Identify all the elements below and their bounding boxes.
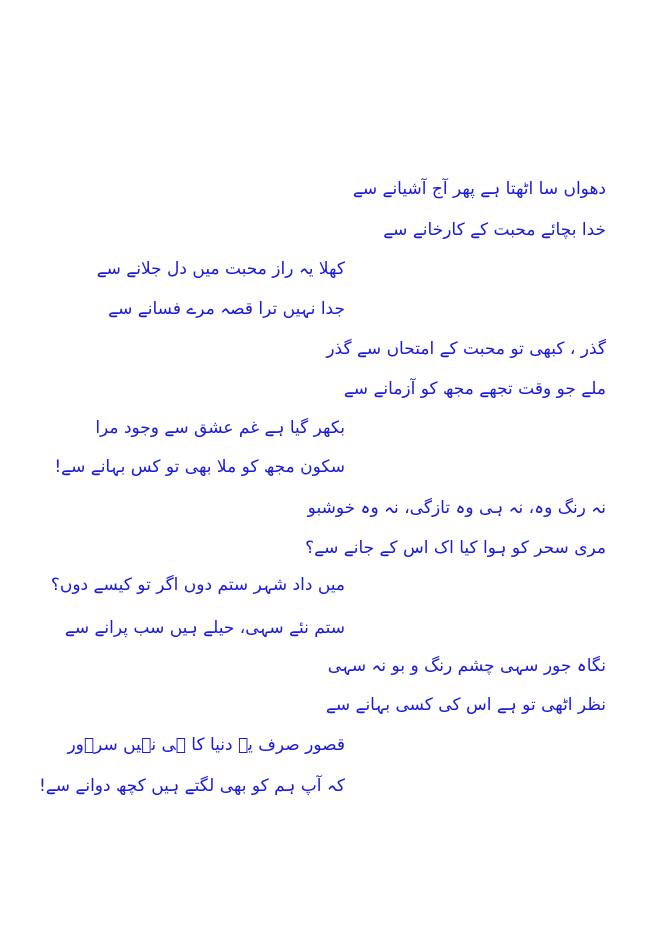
couplet-4-line-1: بکھر گیا ہے غم عشق سے وجود مرا [95,418,345,438]
couplet-4-line-2: سکون مجھ کو ملا بھی تو کس بہانے سے! [54,457,345,477]
couplet-5-line-1: نہ رنگ وہ، نہ ہی وہ تازگی، نہ وہ خوشبو [307,498,606,518]
couplet-1-line-2: خدا بچائے محبت کے کارخانے سے [383,220,606,240]
couplet-2-line-1: کھلا یہ راز محبت میں دل جلانے سے [96,259,345,279]
couplet-7-line-2: نظر اٹھی تو ہے اس کی کسی بہانے سے [325,695,606,715]
couplet-8-line-2: کہ آپ ہم کو بھی لگتے ہیں کچھ دوانے سے! [38,776,345,796]
couplet-3-line-2: ملے جو وقت تجھے مجھ کو آزمانے سے [343,379,606,399]
couplet-7-line-1: نگاہ جور سہی چشم رنگ و بو نہ سہی [327,656,606,676]
couplet-5-line-2: مری سحر کو ہوا کیا اک اس کے جانے سے؟ [305,538,606,558]
couplet-8-line-1: قصور صرف یہ دنیا کا ہی نہیں سرؔور [67,735,345,755]
couplet-6-line-1: میں داد شہر ستم دوں اگر تو کیسے دوں؟ [50,575,345,595]
couplet-1-line-1: دھواں سا اٹھتا ہے پھر آج آشیانے سے [352,179,606,199]
couplet-3-line-1: گذر ، کبھی تو محبت کے امتحاں سے گذر [326,339,606,359]
couplet-2-line-2: جدا نہیں ترا قصہ مرے فسانے سے [108,299,345,319]
couplet-6-line-2: ستم نئے سہی، حیلے ہیں سب پرانے سے [64,618,345,638]
